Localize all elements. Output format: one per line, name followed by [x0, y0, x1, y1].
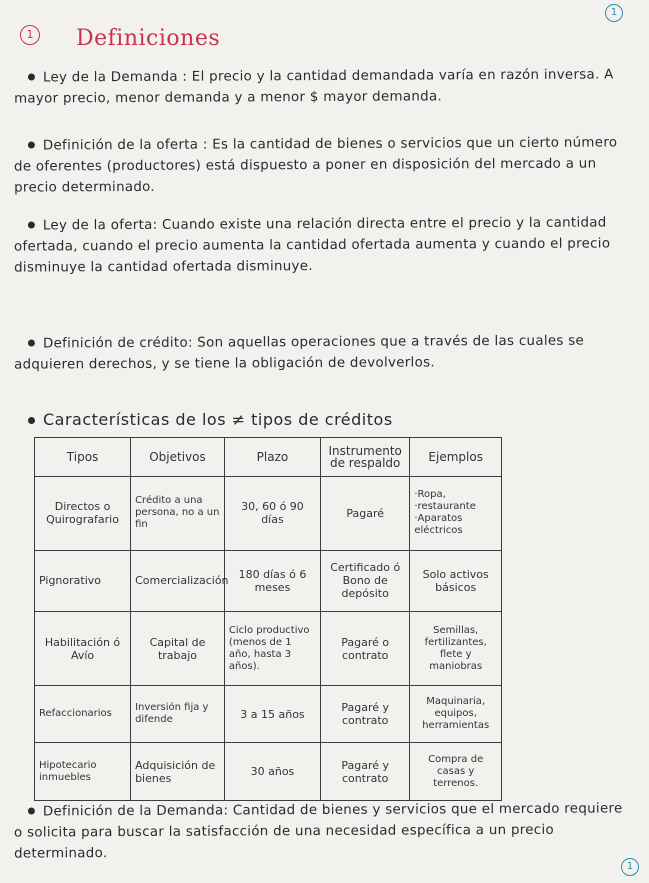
table-cell: Pagaré y contrato — [321, 743, 410, 801]
bullet-dot — [28, 73, 35, 80]
table-cell: Solo activos básicos — [410, 550, 502, 612]
table-row — [35, 550, 502, 612]
table-header-row — [35, 438, 502, 477]
table-cell: Compra de casas y terrenos. — [410, 743, 502, 801]
table-row — [35, 743, 502, 801]
table-cell: Pagaré — [321, 477, 410, 551]
table-cell: Certificado ó Bono de depósito — [321, 550, 410, 612]
page-mark-bottom: 1 — [621, 858, 639, 876]
table-cell: Semillas, fertilizantes, flete y maniobras — [410, 612, 502, 686]
page-mark-top: 1 — [605, 4, 623, 22]
table-row — [35, 612, 502, 686]
table-cell: Comercialización — [131, 550, 225, 612]
table-cell: 3 a 15 años — [224, 685, 320, 743]
table-cell: Capital de trabajo — [131, 612, 225, 686]
table-cell: Maquinaria, equipos, herramientas — [410, 685, 502, 743]
table-cell: Pagaré o contrato — [321, 612, 410, 686]
table-row — [35, 477, 502, 551]
table-cell: Directos o Quirografario — [35, 477, 131, 551]
paragraph-definicion-credito — [14, 330, 624, 375]
table-title-text: Características de los ≠ tipos de créditos — [43, 410, 393, 429]
header-cell: Tipos — [35, 438, 131, 477]
table-cell: Crédito a una persona, no a un fin — [131, 477, 225, 551]
credit-types-table — [34, 437, 502, 801]
paragraph-ley-demanda — [14, 64, 624, 109]
paragraph-ley-oferta — [14, 212, 624, 278]
bullet-dot — [28, 141, 35, 148]
header-cell: Objetivos — [131, 438, 225, 477]
header-cell: Plazo — [224, 438, 320, 477]
table-cell: 30, 60 ó 90 días — [224, 477, 320, 551]
table-cell: Inversión fija y difende — [131, 685, 225, 743]
paragraph-text: Definición de la oferta : Es la cantidad de bienes o servicios que un cierto número de oferentes (productores) está dispuesto a poner en disposición del mercado a un precio determinado. — [13, 135, 618, 196]
bullet-dot — [28, 339, 35, 346]
header-cell: Instrumento de respaldo — [321, 438, 410, 477]
bullet-dot — [28, 807, 35, 814]
paragraph-definicion-demanda — [14, 798, 624, 864]
table-title — [28, 410, 393, 429]
table-cell: Adquisición de bienes — [131, 743, 225, 801]
table-cell: Hipotecario inmuebles — [35, 743, 131, 801]
table-cell: Pagaré y contrato — [321, 685, 410, 743]
table-cell: Habilitación ó Avío — [35, 612, 131, 686]
table-cell: Ciclo productivo (menos de 1 año, hasta 3 años). — [224, 612, 320, 686]
page-title: Definiciones — [76, 26, 221, 51]
paragraph-text: Ley de la Demanda : El precio y la cantidad demandada varía en razón inversa. A mayor precio, menor demanda y a menor $ mayor demanda. — [14, 67, 614, 107]
table-cell: 30 años — [224, 743, 320, 801]
bullet-dot — [28, 221, 35, 228]
paragraph-definicion-oferta — [14, 132, 624, 198]
header-cell: Ejemplos — [410, 438, 502, 477]
table-cell: Pignorativo — [35, 550, 131, 612]
table-cell: ·Ropa, ·restaurante ·Aparatos eléctricos — [410, 477, 502, 551]
table-cell: Refaccionarios — [35, 685, 131, 743]
table-row — [35, 685, 502, 743]
heading-number: 1 — [20, 25, 40, 45]
table-cell: 180 días ó 6 meses — [224, 550, 320, 612]
bullet-dot — [28, 417, 35, 424]
paragraph-text: Definición de crédito: Son aquellas operaciones que a través de las cuales se adquieren derechos, y se tiene la obligación de devolverlos. — [14, 333, 585, 373]
paragraph-text: Definición de la Demanda: Cantidad de bienes y servicios que el mercado requiere o solicita para buscar la satisfacción de una necesidad específica a un precio determinado. — [13, 801, 623, 862]
paragraph-text: Ley de la oferta: Cuando existe una relación directa entre el precio y la cantidad ofertada, cuando el precio aumenta la cantidad ofertada aumenta y cuando el precio disminuye la cantidad ofertada disminuye. — [13, 215, 611, 276]
